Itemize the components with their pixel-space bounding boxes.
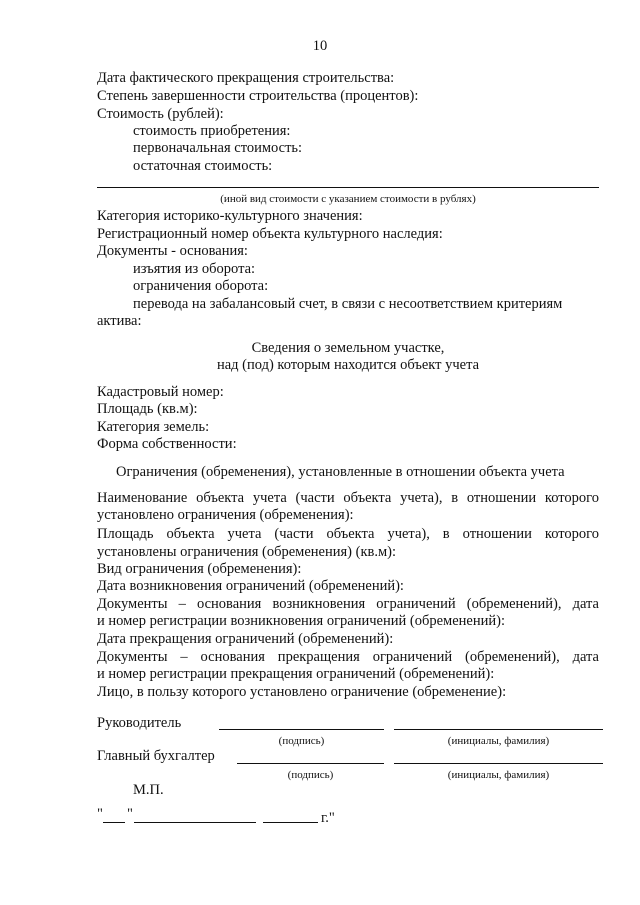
land-cadastral-label: Кадастровый номер: <box>97 384 224 400</box>
date-year-line <box>263 822 318 823</box>
encumbrance-type-label: Вид ограничения (обременения): <box>97 561 302 577</box>
accountant-name-line <box>394 763 603 764</box>
heritage-reg-number-label: Регистрационный номер объекта культурного наследия: <box>97 226 443 242</box>
land-category-label: Категория земель: <box>97 419 210 435</box>
date-day-line <box>103 822 125 823</box>
encumbrance-area-line2: установлены ограничения (обременения) (кв.м): <box>97 544 397 560</box>
encumbrance-name-line2: установлено ограничения (обременения): <box>97 507 354 523</box>
heritage-category-label: Категория историко-культурного значения: <box>97 208 363 224</box>
construction-end-date-label: Дата фактического прекращения строительства: <box>97 70 395 86</box>
documents-restriction-label: ограничения оборота: <box>133 278 269 294</box>
cost-title: Стоимость (рублей): <box>97 106 224 122</box>
accountant-signature-line <box>237 763 384 764</box>
head-signatory-label: Руководитель <box>97 715 182 731</box>
other-cost-caption: (иной вид стоимости с указанием стоимости в рублях) <box>220 193 476 205</box>
land-heading-line1: Сведения о земельном участке, <box>251 340 445 356</box>
documents-title: Документы - основания: <box>97 243 248 259</box>
encumbrance-end-docs-line1: Документы – основания прекращения ограничений (обременений), дата <box>97 649 599 665</box>
accountant-signatory-label: Главный бухгалтер <box>97 748 215 764</box>
land-area-label: Площадь (кв.м): <box>97 401 198 417</box>
head-signature-caption: (подпись) <box>278 735 325 747</box>
seal-placeholder: М.П. <box>133 782 164 798</box>
documents-transfer-line1: перевода на забалансовый счет, в связи с несоответствием критериям <box>133 296 563 312</box>
land-heading-line2: над (под) которым находится объект учета <box>216 357 480 373</box>
encumbrance-start-docs-line1: Документы – основания возникновения ограничений (обременений), дата <box>97 596 599 612</box>
cost-initial-label: первоначальная стоимость: <box>133 140 303 156</box>
encumbrance-area-line1: Площадь объекта учета (части объекта учета), в отношении которого <box>97 526 599 542</box>
documents-transfer-line2: актива: <box>97 313 142 329</box>
date-year-suffix: г." <box>321 810 335 826</box>
cost-acquisition-label: стоимость приобретения: <box>133 123 291 139</box>
encumbrance-heading: Ограничения (обременения), установленные в отношении объекта учета <box>116 464 565 480</box>
accountant-name-caption: (инициалы, фамилия) <box>447 769 550 781</box>
date-open-quote: " <box>97 806 103 822</box>
date-month-line <box>134 822 256 823</box>
encumbrance-beneficiary-label: Лицо, в пользу которого установлено ограничение (обременение): <box>97 684 507 700</box>
documents-withdrawal-label: изъятия из оборота: <box>133 261 256 277</box>
head-name-line <box>394 729 603 730</box>
cost-residual-label: остаточная стоимость: <box>133 158 273 174</box>
encumbrance-start-date-label: Дата возникновения ограничений (обременений): <box>97 578 404 594</box>
encumbrance-end-date-label: Дата прекращения ограничений (обременений): <box>97 631 394 647</box>
head-signature-line <box>219 729 384 730</box>
encumbrance-name-line1: Наименование объекта учета (части объекта учета), в отношении которого <box>97 490 599 506</box>
construction-completion-label: Степень завершенности строительства (процентов): <box>97 88 419 104</box>
page-number: 10 <box>312 38 328 54</box>
land-ownership-label: Форма собственности: <box>97 436 237 452</box>
other-cost-rule <box>97 187 599 188</box>
encumbrance-end-docs-line2: и номер регистрации прекращения ограничений (обременений): <box>97 666 495 682</box>
encumbrance-start-docs-line2: и номер регистрации возникновения ограничений (обременений): <box>97 613 505 629</box>
head-name-caption: (инициалы, фамилия) <box>447 735 550 747</box>
date-close-quote: " <box>127 806 133 822</box>
accountant-signature-caption: (подпись) <box>287 769 334 781</box>
